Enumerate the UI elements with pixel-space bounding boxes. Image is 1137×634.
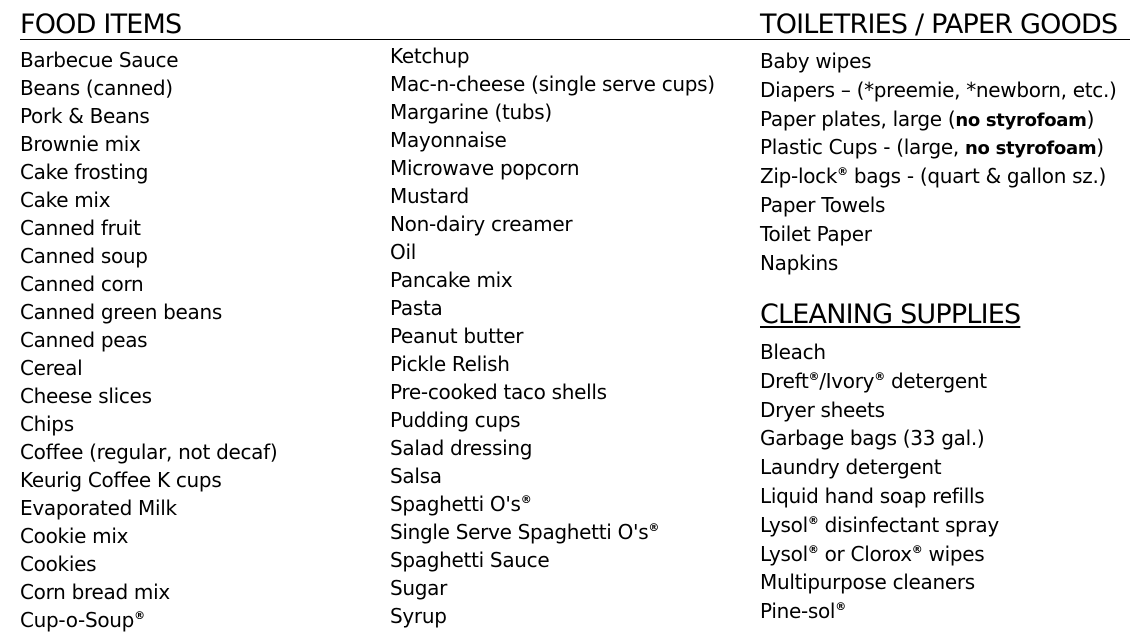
list-item: Cake frosting xyxy=(20,160,149,184)
list-item: Keurig Coffee K cups xyxy=(20,468,222,492)
no-styrofoam-note: no styrofoam xyxy=(965,138,1097,160)
list-item: Brownie mix xyxy=(20,132,141,156)
item-label: Spaghetti O's xyxy=(390,492,521,516)
list-item xyxy=(760,162,1117,191)
item-label: Cup-o-Soup xyxy=(20,608,135,632)
list-item xyxy=(20,606,277,634)
list-item: Microwave popcorn xyxy=(390,156,580,180)
list-item: Pre-cooked taco shells xyxy=(390,380,607,404)
list-item: Liquid hand soap refills xyxy=(760,483,985,508)
cleaning-supplies-heading: CLEANING SUPPLIES xyxy=(760,299,1021,330)
item-label: ) xyxy=(1086,106,1095,131)
list-item: Evaporated Milk xyxy=(20,496,177,520)
item-label: bags - (quart & gallon sz.) xyxy=(847,164,1107,189)
registered-mark: ® xyxy=(835,600,846,614)
item-label: wipes xyxy=(922,541,985,566)
list-item: Cereal xyxy=(20,356,83,380)
food-column-1 xyxy=(20,46,277,634)
list-item xyxy=(760,367,999,396)
cleaning-list xyxy=(760,338,999,626)
registered-mark: ® xyxy=(134,609,145,622)
list-item: Paper Towels xyxy=(760,192,886,217)
list-item: Canned green beans xyxy=(20,300,223,324)
list-item: Cake mix xyxy=(20,188,111,212)
registered-mark: ® xyxy=(808,369,820,383)
registered-mark: ® xyxy=(807,542,819,556)
list-item: Bleach xyxy=(760,340,826,364)
list-item xyxy=(760,133,1117,162)
registered-mark: ® xyxy=(874,369,885,383)
item-label: Dreft xyxy=(760,368,809,393)
item-label: detergent xyxy=(884,368,987,393)
list-item: Pickle Relish xyxy=(390,352,510,376)
item-label: disinfectant spray xyxy=(818,512,999,537)
list-item: Garbage bags (33 gal.) xyxy=(760,426,985,451)
list-item: Dryer sheets xyxy=(760,397,885,422)
list-item xyxy=(760,597,999,626)
list-item: Margarine (tubs) xyxy=(390,100,552,124)
list-item: Corn bread mix xyxy=(20,580,170,604)
item-label: Plastic Cups - (large, xyxy=(760,135,966,160)
list-item: Sugar xyxy=(390,576,448,600)
list-item xyxy=(760,540,999,569)
list-item: Pork & Beans xyxy=(20,104,150,128)
list-item: Salad dressing xyxy=(390,436,533,460)
list-item xyxy=(760,105,1117,134)
list-item: Chips xyxy=(20,412,74,436)
registered-mark: ® xyxy=(807,513,819,527)
list-item: Coffee (regular, not decaf) xyxy=(20,440,278,464)
item-label: Paper plates, large ( xyxy=(760,106,956,131)
list-item: Non-dairy creamer xyxy=(390,212,573,236)
list-item: Multipurpose cleaners xyxy=(760,570,975,595)
no-styrofoam-note: no styrofoam xyxy=(955,109,1087,131)
list-item: Barbecue Sauce xyxy=(20,48,179,72)
list-item: Canned peas xyxy=(20,328,148,352)
list-item: Pancake mix xyxy=(390,268,513,292)
food-column-2 xyxy=(390,42,715,630)
list-item xyxy=(760,511,999,540)
list-item: Pasta xyxy=(390,296,443,320)
list-item: Spaghetti Sauce xyxy=(390,548,550,572)
list-item: Ketchup xyxy=(390,44,470,68)
toiletries-heading: TOILETRIES / PAPER GOODS xyxy=(760,9,1118,40)
list-item xyxy=(390,490,715,518)
list-item: Cookies xyxy=(20,552,97,576)
list-item: Toilet Paper xyxy=(760,221,872,246)
list-item: Diapers – (*preemie, *newborn, etc.) xyxy=(760,77,1117,102)
list-item: Canned fruit xyxy=(20,216,141,240)
registered-mark: ® xyxy=(520,493,532,506)
list-item: Salsa xyxy=(390,464,442,488)
list-item: Baby wipes xyxy=(760,49,872,73)
item-label: Lysol xyxy=(760,541,808,566)
list-item: Mac-n-cheese (single serve cups) xyxy=(390,72,715,96)
item-label: Pine-sol xyxy=(760,599,836,624)
item-label: ) xyxy=(1096,135,1104,160)
list-item: Mayonnaise xyxy=(390,128,507,152)
item-label: Single Serve Spaghetti O's xyxy=(390,520,649,544)
food-items-heading: FOOD ITEMS xyxy=(20,9,182,40)
list-item: Cheese slices xyxy=(20,384,152,408)
list-item: Laundry detergent xyxy=(760,455,942,480)
list-item xyxy=(390,518,715,546)
list-item: Syrup xyxy=(390,604,447,628)
item-label: Lysol xyxy=(760,512,808,537)
item-label: /Ivory xyxy=(819,368,875,393)
list-item: Canned soup xyxy=(20,244,148,268)
item-label: Zip-lock xyxy=(760,164,838,189)
list-item: Beans (canned) xyxy=(20,76,173,100)
list-item: Peanut butter xyxy=(390,324,524,348)
registered-mark: ® xyxy=(648,521,660,534)
list-item: Cookie mix xyxy=(20,524,129,548)
list-item: Mustard xyxy=(390,184,469,208)
registered-mark: ® xyxy=(837,165,848,179)
toiletries-list xyxy=(760,47,1117,277)
list-item: Canned corn xyxy=(20,272,144,296)
list-item: Pudding cups xyxy=(390,408,521,432)
registered-mark: ® xyxy=(911,542,923,556)
list-item: Napkins xyxy=(760,250,839,275)
list-item: Oil xyxy=(390,240,416,264)
item-label: or Clorox xyxy=(818,541,912,566)
